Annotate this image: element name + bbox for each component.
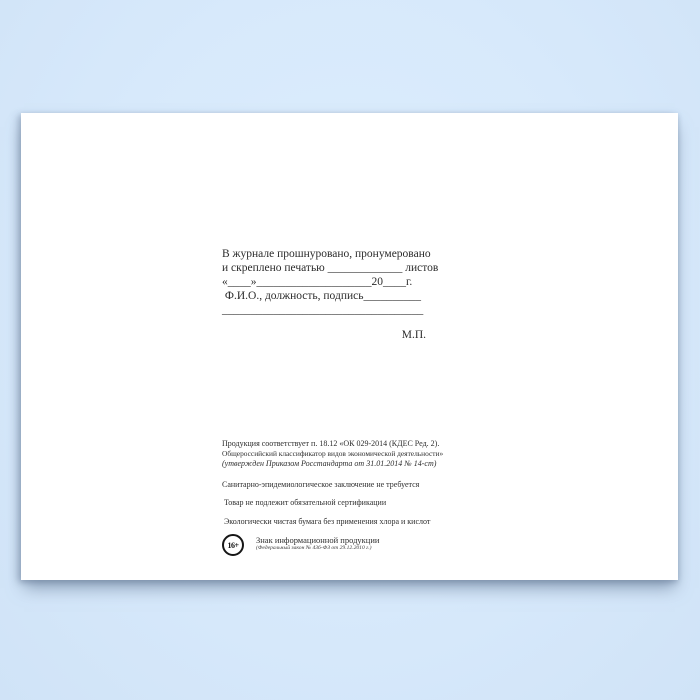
- age-16-plus-icon: [222, 534, 244, 556]
- age-mark-texts: [256, 534, 379, 552]
- journal-back-page: [21, 113, 678, 580]
- certification-block: [222, 247, 439, 342]
- eco-note: Экологически чистая бумага без применения хлора и кислот: [224, 517, 431, 526]
- cert-line-4-signature: Ф.И.О., должность, подпись__________: [222, 290, 421, 302]
- sanitary-note: Санитарно-эпидемиологическое заключение не требуется: [222, 480, 420, 489]
- product-standard-line-2: Общероссийский классификатор видов экономической деятельности»: [222, 449, 444, 458]
- age-mark-label: Знак информационной продукции: [256, 535, 380, 545]
- cert-line-5-blank: ___________________________________: [222, 304, 424, 316]
- certification-note: Товар не подлежит обязательной сертификации: [224, 498, 387, 507]
- cert-line-3-date: «____»____________________20____г.: [222, 276, 413, 288]
- age-mark-value: 16+: [227, 540, 239, 550]
- cert-line-1: В журнале прошнуровано, пронумеровано: [222, 248, 431, 260]
- product-info-block: [222, 439, 472, 556]
- stamp-place-label: М.П.: [401, 329, 426, 341]
- product-standard-line-1: Продукция соответствует п. 18.12 «ОК 029-2014 (КДЕС Ред. 2).: [222, 439, 440, 448]
- cert-line-2: и скреплено печатью _____________ листов: [222, 262, 439, 274]
- product-standard-line-3: (утвержден Приказом Росстандарта от 31.01.2014 № 14-ст): [222, 459, 437, 468]
- age-mark-row: [222, 534, 472, 556]
- age-mark-law: (Федеральный закон № 436-ФЗ от 29.12.2010 г.): [256, 545, 372, 551]
